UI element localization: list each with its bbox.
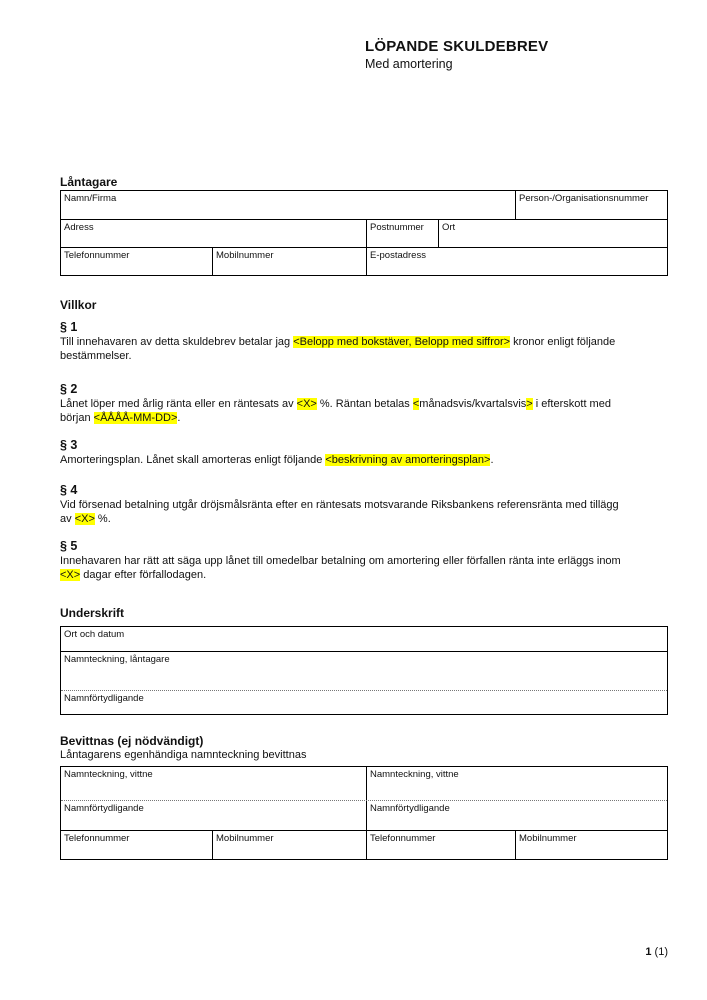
field-label: Namnteckning, vittne [370, 769, 459, 780]
text-segment: Till innehavaren av detta skuldebrev betalar jag [60, 336, 294, 348]
page-number-total: (1) [654, 946, 668, 958]
table-row [61, 219, 667, 247]
witness1-phone-field[interactable] [61, 831, 212, 859]
signature-clarification-field[interactable] [61, 691, 667, 714]
table-row [61, 767, 667, 800]
table-row [61, 191, 667, 219]
document-subtitle: Med amortering [365, 57, 453, 71]
text-segment: . [177, 411, 181, 424]
placeholder-highlight: <X> [74, 512, 95, 525]
text-segment: . [490, 454, 494, 466]
section-text [60, 454, 680, 468]
text-segment: av [60, 512, 75, 525]
terms-heading: Villkor [60, 298, 97, 312]
witness-subtitle: Låntagarens egenhändiga namnteckning bevittnas [60, 749, 307, 761]
field-label: Telefonnummer [64, 250, 130, 261]
field-label: Ort [442, 222, 456, 233]
witness1-mobile-field[interactable] [212, 831, 366, 859]
text-segment: början [60, 411, 94, 424]
section-text [60, 336, 680, 363]
terms-section-2 [60, 382, 680, 425]
placeholder-highlight: <X> [60, 568, 81, 581]
placeholder-highlight: < [412, 398, 420, 410]
table-row [61, 247, 667, 275]
section-text [60, 555, 680, 582]
field-label: Person-/Organisationsnummer [519, 193, 649, 204]
field-label: Postnummer [370, 222, 424, 233]
signature-heading: Underskrift [60, 606, 125, 620]
field-label: Namnteckning, låntagare [64, 654, 170, 665]
section-label: § 5 [60, 539, 78, 553]
placeholder-highlight: <beskrivning av amorteringsplan> [325, 454, 491, 466]
text-segment: %. [94, 512, 111, 525]
page-number-current: 1 [645, 946, 652, 958]
section-label: § 4 [60, 483, 78, 497]
text-segment: kronor enligt följande [510, 336, 616, 348]
section-text [60, 398, 680, 425]
table-row [61, 800, 667, 830]
document-header [365, 38, 548, 72]
terms-section-3 [60, 438, 680, 468]
text-segment: i efterskott med [532, 398, 611, 410]
text-segment: månadsvis/kvartalsvis [419, 398, 527, 410]
witness-table [60, 766, 668, 860]
terms-section-4 [60, 483, 680, 526]
text-segment: %. Räntan betalas [316, 398, 413, 410]
section-label: § 3 [60, 438, 78, 452]
field-label: Mobilnummer [519, 833, 577, 844]
borrower-table [60, 190, 668, 276]
text-segment: dagar efter förfallodagen. [80, 568, 207, 581]
document-title: LÖPANDE SKULDEBREV [365, 38, 549, 55]
signature-sign-field[interactable] [61, 652, 667, 690]
witness1-sign-field[interactable] [61, 767, 366, 800]
field-label: Namnförtydligande [64, 803, 144, 814]
field-label: Ort och datum [64, 629, 125, 640]
page-number [645, 946, 668, 959]
borrower-address-field[interactable] [61, 220, 366, 247]
text-segment: Vid försenad betalning utgår dröjsmålsränta efter en räntesats motsvarande Riksbankens referensränta med tillägg [60, 499, 619, 511]
text-segment: Innehavaren har rätt att säga upp lånet till omedelbar betalning om amortering eller förfallen ränta inte erläggs inom [60, 555, 621, 567]
field-label: Namnförtydligande [370, 803, 450, 814]
field-label: Mobilnummer [216, 833, 274, 844]
terms-section-1 [60, 320, 680, 363]
witness-heading: Bevittnas (ej nödvändigt) [60, 734, 204, 748]
borrower-email-field[interactable] [366, 248, 667, 275]
borrower-heading: Låntagare [60, 175, 118, 189]
placeholder-highlight: <ÅÅÅÅ-MM-DD> [93, 411, 178, 424]
field-label: Telefonnummer [370, 833, 436, 844]
placeholder-highlight: <Belopp med bokstäver, Belopp med siffror> [293, 336, 511, 348]
field-label: Mobilnummer [216, 250, 274, 261]
field-label: Namnförtydligande [64, 693, 144, 704]
text-segment: Amorteringsplan. Lånet skall amorteras enligt följande [60, 454, 326, 466]
table-row [61, 830, 667, 859]
borrower-phone-field[interactable] [61, 248, 212, 275]
signature-table [60, 626, 668, 715]
text-segment: bestämmelser. [60, 349, 132, 362]
placeholder-highlight: > [526, 398, 533, 410]
field-label: E-postadress [370, 250, 426, 261]
terms-section-5 [60, 539, 680, 582]
table-row [61, 651, 667, 690]
field-label: Namnteckning, vittne [64, 769, 153, 780]
borrower-city-field[interactable] [438, 220, 667, 247]
table-row [61, 690, 667, 714]
witness2-mobile-field[interactable] [515, 831, 667, 859]
table-row [61, 627, 667, 651]
borrower-mobile-field[interactable] [212, 248, 366, 275]
borrower-name-field[interactable] [61, 191, 515, 219]
section-label: § 1 [60, 320, 78, 334]
witness1-clarification-field[interactable] [61, 801, 366, 830]
text-segment: Lånet löper med årlig ränta eller en räntesats av [60, 398, 297, 410]
witness2-sign-field[interactable] [366, 767, 667, 800]
field-label: Telefonnummer [64, 833, 130, 844]
witness2-phone-field[interactable] [366, 831, 515, 859]
field-label: Adress [64, 222, 94, 233]
witness2-clarification-field[interactable] [366, 801, 667, 830]
section-text [60, 499, 680, 526]
borrower-orgnr-field[interactable] [515, 191, 667, 219]
placeholder-highlight: <X> [296, 398, 317, 410]
field-label: Namn/Firma [64, 193, 117, 204]
section-label: § 2 [60, 382, 78, 396]
borrower-zip-field[interactable] [366, 220, 438, 247]
signature-place-date-field[interactable] [61, 627, 667, 651]
